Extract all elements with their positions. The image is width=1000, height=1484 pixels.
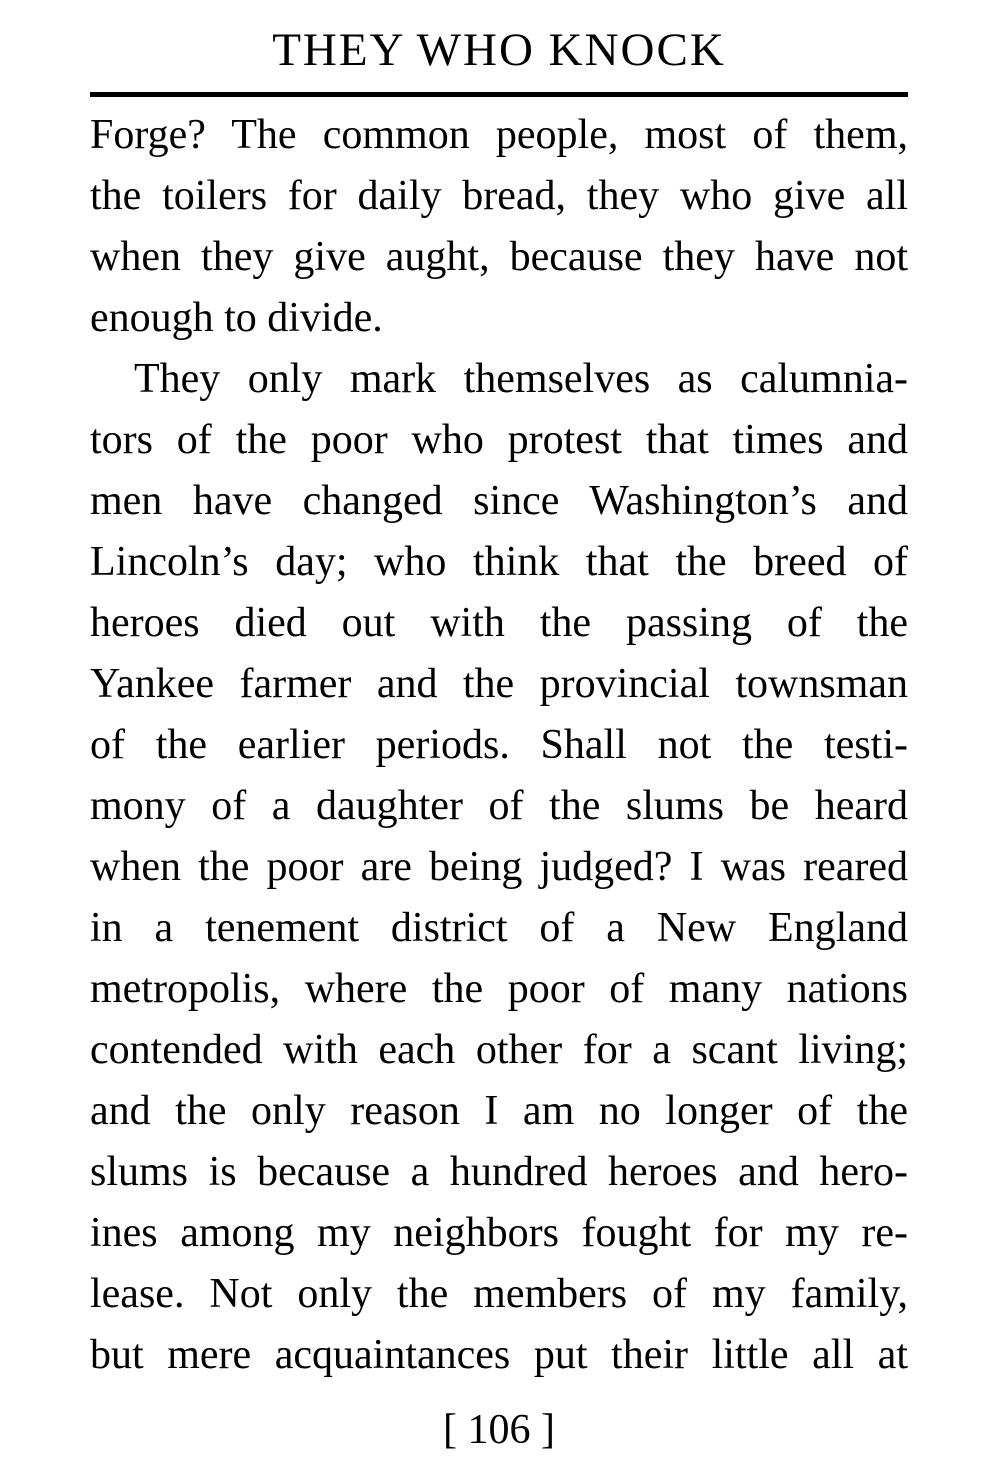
paragraph-2 xyxy=(90,349,908,1386)
text-line: when the poor are being judged? I was reared xyxy=(90,844,908,890)
running-head: THEY WHO KNOCK xyxy=(272,24,726,76)
text-line: Yankee farmer and the provincial townsman xyxy=(90,661,908,707)
text-line: of the earlier periods. Shall not the testi- xyxy=(90,722,908,768)
header-rule xyxy=(90,92,908,97)
text-line: They only mark themselves as calumnia- xyxy=(134,356,908,402)
text-line: Forge? The common people, most of them, xyxy=(90,112,908,158)
paragraph-1 xyxy=(90,105,908,349)
text-line: enough to divide. xyxy=(90,295,383,341)
text-line: men have changed since Washington’s and xyxy=(90,478,908,524)
text-line: tors of the poor who protest that times and xyxy=(90,417,908,463)
text-line: but mere acquaintances put their little all at xyxy=(90,1332,908,1378)
text-line: and the only reason I am no longer of the xyxy=(90,1088,908,1134)
page-number: [ 106 ] xyxy=(443,1407,555,1453)
text-line: metropolis, where the poor of many nations xyxy=(90,966,908,1012)
text-line: the toilers for daily bread, they who give all xyxy=(90,173,908,219)
text-line: in a tenement district of a New England xyxy=(90,905,908,951)
text-line: ines among my neighbors fought for my re- xyxy=(90,1210,908,1256)
text-line: Lincoln’s day; who think that the breed of xyxy=(90,539,908,585)
text-line: contended with each other for a scant living; xyxy=(90,1027,908,1073)
text-line: mony of a daughter of the slums be heard xyxy=(90,783,908,829)
text-line: lease. Not only the members of my family, xyxy=(90,1271,908,1317)
text-line: heroes died out with the passing of the xyxy=(90,600,908,646)
text-line: slums is because a hundred heroes and hero- xyxy=(90,1149,908,1195)
text-line: when they give aught, because they have not xyxy=(90,234,908,280)
body-text xyxy=(90,105,908,1386)
